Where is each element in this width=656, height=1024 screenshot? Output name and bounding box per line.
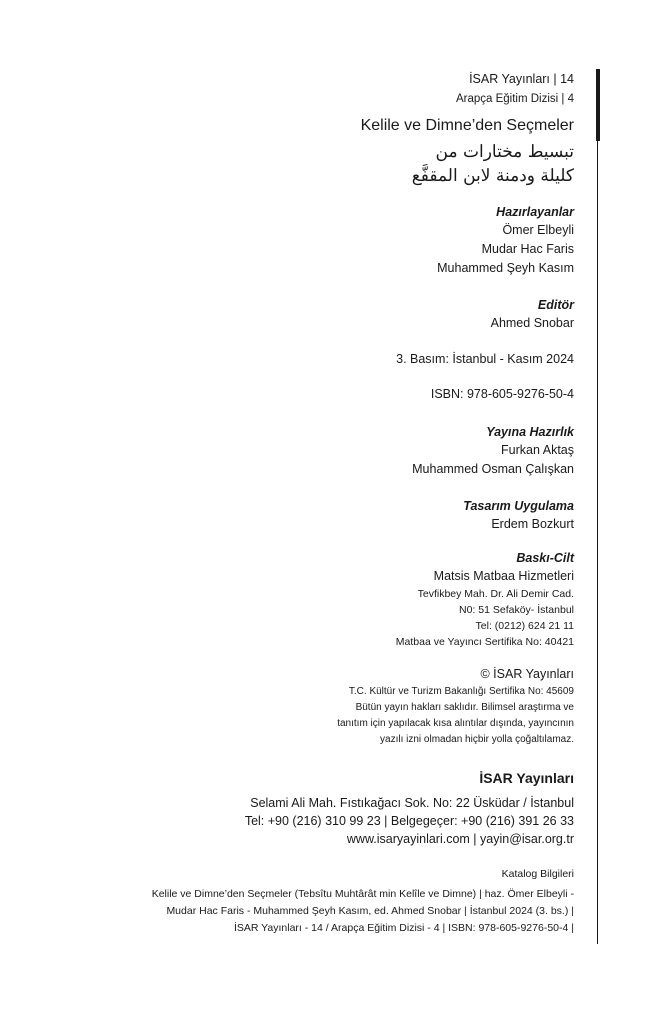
print-heading: Baskı-Cilt xyxy=(516,551,574,565)
series-line: İSAR Yayınları | 14 xyxy=(469,72,574,86)
preparers-heading: Hazırlayanlar xyxy=(496,205,574,219)
catalog-line: İSAR Yayınları - 14 / Arapça Eğitim Dizisi - 4 | ISBN: 978-605-9276-50-4 | xyxy=(233,922,574,934)
preparer-name: Ömer Elbeyli xyxy=(502,223,574,237)
preparer-name: Muhammed Şeyh Kasım xyxy=(437,261,574,275)
prep-name: Furkan Aktaş xyxy=(501,443,574,457)
print-company: Matsis Matbaa Hizmetleri xyxy=(433,569,574,583)
isbn-line: ISBN: 978-605-9276-50-4 xyxy=(430,387,574,401)
copyright-text-line: tanıtım için yapılacak kısa alıntılar dışında, yayıncının xyxy=(337,718,574,729)
copyright-line: © İSAR Yayınları xyxy=(480,667,574,681)
print-phone-line: Tel: (0212) 624 21 11 xyxy=(475,620,574,632)
vertical-rule-thick xyxy=(596,69,600,141)
arabic-title-line-2: كليلة ودمنة لابن المقفَّع xyxy=(411,166,574,186)
preparers-section xyxy=(54,203,574,278)
arabic-title-line-1: تبسيط مختارات من xyxy=(435,142,574,162)
copyright-text-line: Bütün yayın hakları saklıdır. Bilimsel araştırma ve xyxy=(355,702,574,713)
print-address-line: N0: 51 Sefaköy- İstanbul xyxy=(459,604,574,616)
book-title: Kelile ve Dimne’den Seçmeler xyxy=(360,117,574,134)
edition-line: 3. Basım: İstanbul - Kasım 2024 xyxy=(396,352,574,366)
editor-section xyxy=(54,296,574,333)
catalog-text xyxy=(54,886,574,937)
print-address-line: Tevfikbey Mah. Dr. Ali Demir Cad. xyxy=(417,588,574,600)
print-certificate-line: Matbaa ve Yayıncı Sertifika No: 40421 xyxy=(395,636,574,648)
design-section xyxy=(54,497,574,534)
design-name: Erdem Bozkurt xyxy=(491,517,574,531)
print-section xyxy=(54,549,574,650)
editor-name: Ahmed Snobar xyxy=(490,316,574,330)
copyright-text-line: yazılı izni olmadan hiçbir yolla çoğaltılamaz. xyxy=(380,734,574,745)
vertical-rule-thin xyxy=(597,141,598,944)
preparer-name: Mudar Hac Faris xyxy=(481,242,574,256)
copyright-section xyxy=(54,665,574,748)
imprint-column xyxy=(54,69,574,937)
catalog-heading: Katalog Bilgileri xyxy=(501,868,574,880)
series-sub-line: Arapça Eğitim Dizisi | 4 xyxy=(455,93,574,105)
publisher-phone: Tel: +90 (216) 310 99 23 | Belgegeçer: +90 (216) 391 26 33 xyxy=(244,814,574,828)
catalog-section xyxy=(54,866,574,937)
arabic-title xyxy=(54,140,574,188)
publisher-section xyxy=(54,768,574,848)
design-heading: Tasarım Uygulama xyxy=(463,499,574,513)
catalog-line: Kelile ve Dimne’den Seçmeler (Tebsîtu Muhtârât min Kelîle ve Dimne) | haz. Ömer Elbeyli - xyxy=(151,888,574,900)
publisher-name: İSAR Yayınları xyxy=(479,770,574,786)
catalog-line: Mudar Hac Faris - Muhammed Şeyh Kasım, ed. Ahmed Snobar | İstanbul 2024 (3. bs.) | xyxy=(166,905,574,917)
publisher-web[interactable]: www.isaryayinlari.com | yayin@isar.org.tr xyxy=(346,832,574,846)
copyright-text-line: T.C. Kültür ve Turizm Bakanlığı Sertifika No: 45609 xyxy=(348,686,574,697)
prep-name: Muhammed Osman Çalışkan xyxy=(412,462,574,476)
prep-heading: Yayına Hazırlık xyxy=(486,425,574,439)
prep-section xyxy=(54,423,574,479)
editor-heading: Editör xyxy=(537,298,574,312)
publisher-address: Selami Ali Mah. Fıstıkağacı Sok. No: 22 Üsküdar / İstanbul xyxy=(250,796,574,810)
